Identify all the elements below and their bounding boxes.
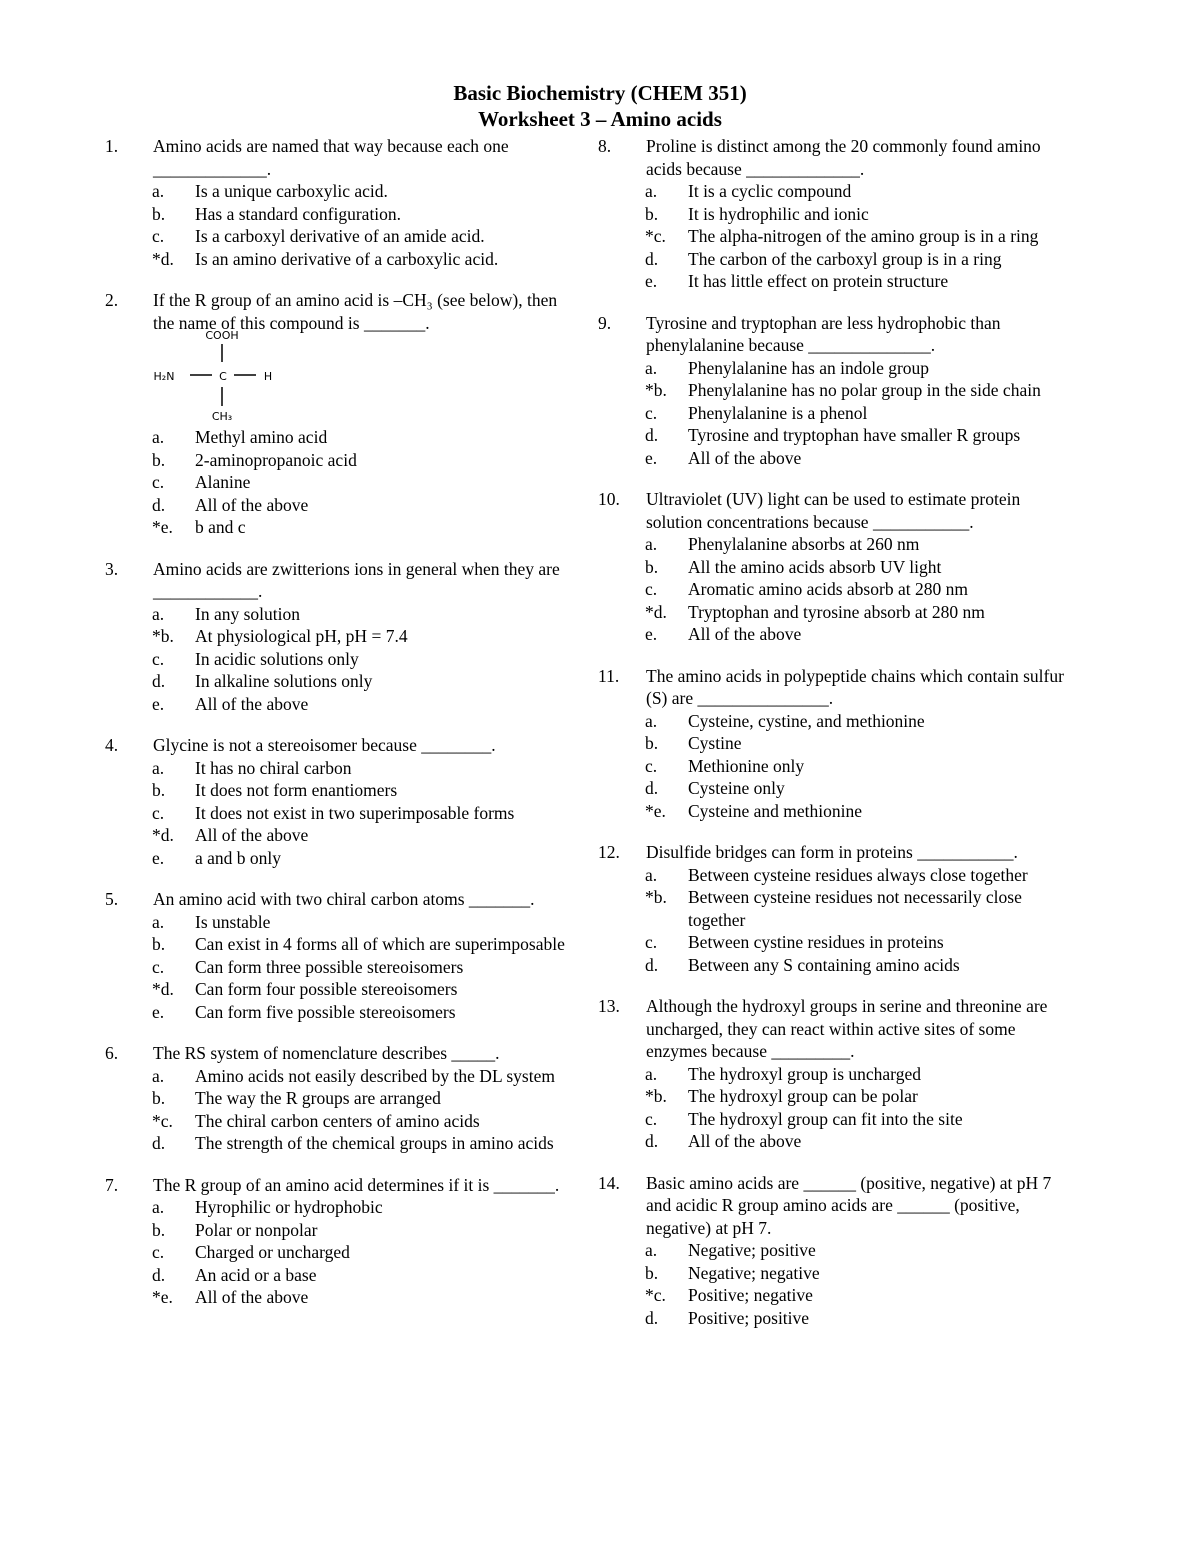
question-stem [105,888,575,911]
option-letter: *d. [152,825,174,845]
question-10 [598,488,1078,646]
answer-option [598,710,1078,733]
option-text: All of the above [688,1131,802,1151]
option-text: It does not form enantiomers [195,780,398,800]
option-text: Cysteine, cystine, and methionine [688,710,925,731]
answer-option [105,248,575,271]
answer-option [105,603,575,626]
answer-option [598,886,1078,931]
page-title: Basic Biochemistry (CHEM 351) [453,81,747,105]
question-13 [598,995,1078,1153]
question-text: Amino acids are zwitterions ions in general when they are ____________. [153,558,560,601]
worksheet-header [0,80,1200,132]
option-text: All of the above [195,1287,309,1307]
option-text: Negative; negative [688,1262,820,1283]
answer-option [105,426,575,449]
answer-option [105,516,575,539]
option-letter: d. [645,248,659,269]
option-text: Is an amino derivative of a carboxylic acid. [195,248,499,269]
answer-option [105,1219,575,1242]
question-stem [105,558,575,603]
option-text: Between cysteine residues always close together [688,864,1028,885]
question-stem [598,135,1078,180]
option-letter: a. [645,710,658,731]
option-text: b and c [195,517,246,537]
answer-option [105,757,575,780]
option-letter: b. [152,1088,166,1108]
option-letter: e. [152,693,165,714]
answer-option [598,1307,1078,1330]
question-9 [598,312,1078,470]
option-text: Cysteine only [688,778,785,798]
answer-option [105,847,575,870]
option-letter: d. [152,1133,166,1153]
answer-option [598,931,1078,954]
answer-option [598,732,1078,755]
option-text: Amino acids not easily described by the DL system [195,1065,555,1086]
option-text: Tryptophan and tyrosine absorb at 280 nm [688,601,985,622]
answer-option [105,180,575,203]
alanine-structure [150,330,575,422]
question-text: Glycine is not a stereoisomer because ________. [153,735,496,755]
option-text: Can form four possible stereoisomers [195,979,458,999]
question-number: 6. [105,1043,119,1063]
option-letter: c. [152,1242,165,1262]
option-letter: c. [645,402,658,423]
question-stem [105,1174,575,1197]
question-text: The RS system of nomenclature describes _____. [153,1043,500,1063]
answer-option [598,1284,1078,1307]
option-text: In any solution [195,603,300,624]
left-column [105,135,575,1328]
option-text: It has little effect on protein structure [688,271,949,291]
question-11 [598,665,1078,823]
option-text: The carbon of the carboxyl group is in a ring [688,248,1002,269]
option-letter: a. [645,534,658,554]
answer-option [598,379,1078,402]
answer-option [598,777,1078,800]
question-3 [105,558,575,716]
question-stem [598,665,1078,710]
option-text: All of the above [688,447,802,468]
option-letter: *d. [152,979,174,999]
option-letter: d. [645,425,659,445]
answer-option [598,954,1078,977]
option-letter: e. [152,1001,165,1022]
option-text: Alanine [195,472,251,492]
answer-option [105,802,575,825]
option-text: Can exist in 4 forms all of which are superimposable [195,934,565,954]
answer-option [105,911,575,934]
question-8 [598,135,1078,293]
question-number: 3. [105,558,119,579]
answer-option [105,933,575,956]
option-letter: *c. [152,1110,173,1131]
question-stem [598,841,1078,864]
option-letter: a. [645,1240,658,1260]
question-number: 1. [105,136,119,156]
option-letter: c. [152,802,165,823]
option-letter: d. [645,778,659,798]
option-text: Negative; positive [688,1240,816,1260]
option-text: Has a standard configuration. [195,203,402,224]
answer-option [105,1241,575,1264]
answer-option [105,648,575,671]
option-text: All the amino acids absorb UV light [688,556,942,577]
option-letter: *b. [645,887,667,907]
option-text: Methyl amino acid [195,427,328,447]
answer-option [105,1264,575,1287]
question-6 [105,1042,575,1155]
option-letter: a. [152,911,165,932]
answer-option [598,447,1078,470]
question-text: Disulfide bridges can form in proteins ___________. [646,842,1018,862]
answer-option [105,1065,575,1088]
option-letter: *e. [152,517,173,537]
option-text: Between cystine residues in proteins [688,932,944,952]
question-5 [105,888,575,1023]
question-text: Amino acids are named that way because each one _____________. [153,136,509,179]
option-text: 2-aminopropanoic acid [195,449,357,470]
right-column [598,135,1078,1348]
answer-option [598,424,1078,447]
answer-option [105,625,575,648]
question-text: Ultraviolet (UV) light can be used to estimate protein solution concentrations because ___________. [646,489,1021,532]
option-text: In acidic solutions only [195,648,359,669]
question-stem [105,1042,575,1065]
answer-option [105,1087,575,1110]
option-letter: *e. [152,1287,173,1307]
option-letter: a. [152,427,165,447]
option-text: Between any S containing amino acids [688,954,960,975]
structure-h-label: H [263,370,273,383]
option-text: The strength of the chemical groups in amino acids [195,1133,554,1153]
answer-option [598,357,1078,380]
option-letter: e. [152,847,165,868]
option-letter: c. [152,472,165,492]
answer-option [598,270,1078,293]
option-letter: d. [152,671,166,691]
structure-carbon-label: C [219,370,227,383]
answer-option [105,1286,575,1309]
answer-option [598,623,1078,646]
option-letter: b. [152,203,166,224]
option-text: All of the above [688,624,802,644]
answer-option [598,864,1078,887]
answer-option [105,1001,575,1024]
question-1 [105,135,575,270]
option-letter: b. [645,1262,659,1283]
option-text: Can form five possible stereoisomers [195,1001,456,1022]
option-letter: c. [152,956,165,977]
question-text: Basic amino acids are ______ (positive, negative) at pH 7 and acidic R group amino acids are ______ (positive, negative) at pH 7. [646,1172,1052,1238]
option-text: It has no chiral carbon [195,757,352,778]
answer-option [105,225,575,248]
option-text: Between cysteine residues not necessarily close together [688,887,1022,930]
structure-h2n-label: H₂N [153,370,175,383]
option-text: It is hydrophilic and ionic [688,203,869,224]
option-letter: d. [152,494,166,515]
answer-option [105,824,575,847]
option-letter: *e. [645,800,666,821]
answer-option [105,956,575,979]
option-letter: b. [645,733,659,753]
structure-diagram [150,330,290,422]
answer-option [598,1239,1078,1262]
option-letter: d. [152,1264,166,1285]
answer-option [105,494,575,517]
answer-option [105,449,575,472]
answer-option [105,779,575,802]
option-text: The way the R groups are arranged [195,1088,441,1108]
question-number: 4. [105,735,119,755]
option-letter: b. [152,1219,166,1240]
question-stem [598,995,1078,1063]
option-text: All of the above [195,825,309,845]
option-letter: *d. [645,601,667,622]
option-letter: a. [645,357,658,378]
question-text: Although the hydroxyl groups in serine and threonine are uncharged, they can react within active sites of some enzymes because _________. [646,996,1048,1061]
option-letter: d. [645,954,659,975]
answer-option [598,402,1078,425]
option-text: All of the above [195,693,309,714]
option-text: Phenylalanine has an indole group [688,357,930,378]
option-letter: b. [152,780,166,800]
question-stem [598,1172,1078,1240]
option-letter: a. [152,1065,165,1086]
option-letter: e. [645,624,658,644]
option-text: Phenylalanine is a phenol [688,402,868,423]
answer-option [105,1110,575,1133]
option-letter: *b. [645,1086,667,1106]
question-4 [105,734,575,869]
option-text: The hydroxyl group can fit into the site [688,1108,963,1129]
option-text: Is a unique carboxylic acid. [195,181,388,201]
option-letter: a. [152,603,165,624]
answer-option [598,1085,1078,1108]
answer-option [105,978,575,1001]
option-letter: c. [152,226,165,246]
question-number: 13. [598,996,620,1016]
option-text: Positive; positive [688,1307,810,1328]
option-text: Polar or nonpolar [195,1219,318,1240]
question-number: 10. [598,489,620,509]
question-14 [598,1172,1078,1330]
option-letter: e. [645,271,658,291]
option-text: At physiological pH, pH = 7.4 [195,626,408,646]
answer-option [598,755,1078,778]
option-text: Aromatic amino acids absorb at 280 nm [688,579,968,599]
option-text: The chiral carbon centers of amino acids [195,1110,480,1131]
option-text: All of the above [195,494,309,515]
option-text: Phenylalanine absorbs at 260 nm [688,534,920,554]
option-letter: c. [645,1108,658,1129]
answer-option [105,670,575,693]
question-7 [105,1174,575,1309]
option-text: An acid or a base [195,1264,317,1285]
question-number: 14. [598,1172,620,1193]
option-letter: *d. [152,248,174,269]
question-stem [105,734,575,757]
answer-option [105,1132,575,1155]
answer-option [105,471,575,494]
question-text: Proline is distinct among the 20 commonly found amino acids because _____________. [646,136,1041,179]
option-text: Cystine [688,733,742,753]
option-letter: b. [152,934,166,954]
question-text: The R group of an amino acid determines if it is _______. [153,1174,560,1195]
answer-option [598,225,1078,248]
option-letter: c. [152,648,165,669]
option-text: In alkaline solutions only [195,671,373,691]
option-text: Charged or uncharged [195,1242,350,1262]
option-letter: *c. [645,1285,666,1305]
option-letter: a. [645,864,658,885]
option-letter: a. [152,757,165,778]
option-letter: *c. [645,226,666,246]
structure-cooh-label: COOH [205,330,239,342]
answer-option [598,203,1078,226]
answer-option [598,1063,1078,1086]
question-number: 11. [598,665,620,686]
question-text: If the R group of an amino acid is –CH₃ (see below), then the name of this compound is _______. [153,290,558,333]
answer-option [105,203,575,226]
option-text: a and b only [195,847,282,868]
option-text: Hyrophilic or hydrophobic [195,1197,383,1217]
question-stem [105,135,575,180]
option-text: Cysteine and methionine [688,800,862,821]
question-text: Tyrosine and tryptophan are less hydrophobic than phenylalanine because ______________. [646,312,1001,355]
question-2 [105,289,575,539]
answer-option [598,556,1078,579]
option-text: Is a carboxyl derivative of an amide acid. [195,226,485,246]
answer-option [598,1108,1078,1131]
question-stem [105,289,575,334]
question-stem [598,488,1078,533]
question-text: An amino acid with two chiral carbon atoms _______. [153,889,535,909]
option-letter: e. [645,447,658,468]
question-number: 5. [105,889,119,909]
structure-ch3-label: CH₃ [211,410,233,422]
option-text: Tyrosine and tryptophan have smaller R groups [688,425,1021,445]
option-text: Phenylalanine has no polar group in the side chain [688,380,1041,400]
answer-option [598,578,1078,601]
option-letter: a. [645,181,658,201]
option-letter: a. [645,1063,658,1084]
question-12 [598,841,1078,976]
answer-option [598,1262,1078,1285]
question-number: 9. [598,312,612,333]
answer-option [598,248,1078,271]
option-text: The alpha-nitrogen of the amino group is in a ring [688,226,1039,246]
page-subtitle: Worksheet 3 – Amino acids [478,107,722,131]
question-number: 2. [105,290,119,310]
answer-option [105,693,575,716]
option-letter: b. [645,203,659,224]
option-text: Can form three possible stereoisomers [195,956,464,977]
answer-option [598,180,1078,203]
option-text: The hydroxyl group can be polar [688,1086,918,1106]
option-text: Is unstable [195,911,271,932]
question-number: 8. [598,136,612,156]
option-text: Methionine only [688,755,805,776]
option-letter: c. [645,755,658,776]
option-text: It is a cyclic compound [688,181,852,201]
option-letter: d. [645,1307,659,1328]
answer-option [105,1196,575,1219]
option-letter: c. [645,932,658,952]
option-letter: c. [645,579,658,599]
question-stem [598,312,1078,357]
option-letter: b. [152,449,166,470]
question-text: The amino acids in polypeptide chains which contain sulfur (S) are _______________. [646,665,1064,708]
option-letter: a. [152,181,165,201]
answer-option [598,800,1078,823]
question-number: 12. [598,842,620,862]
answer-option [598,601,1078,624]
option-text: The hydroxyl group is uncharged [688,1063,921,1084]
option-letter: d. [645,1131,659,1151]
option-text: Positive; negative [688,1285,813,1305]
answer-option [598,533,1078,556]
option-letter: *b. [645,380,667,400]
question-number: 7. [105,1174,119,1195]
answer-option [598,1130,1078,1153]
option-letter: *b. [152,626,174,646]
option-letter: a. [152,1197,165,1217]
option-text: It does not exist in two superimposable forms [195,802,515,823]
option-letter: b. [645,556,659,577]
